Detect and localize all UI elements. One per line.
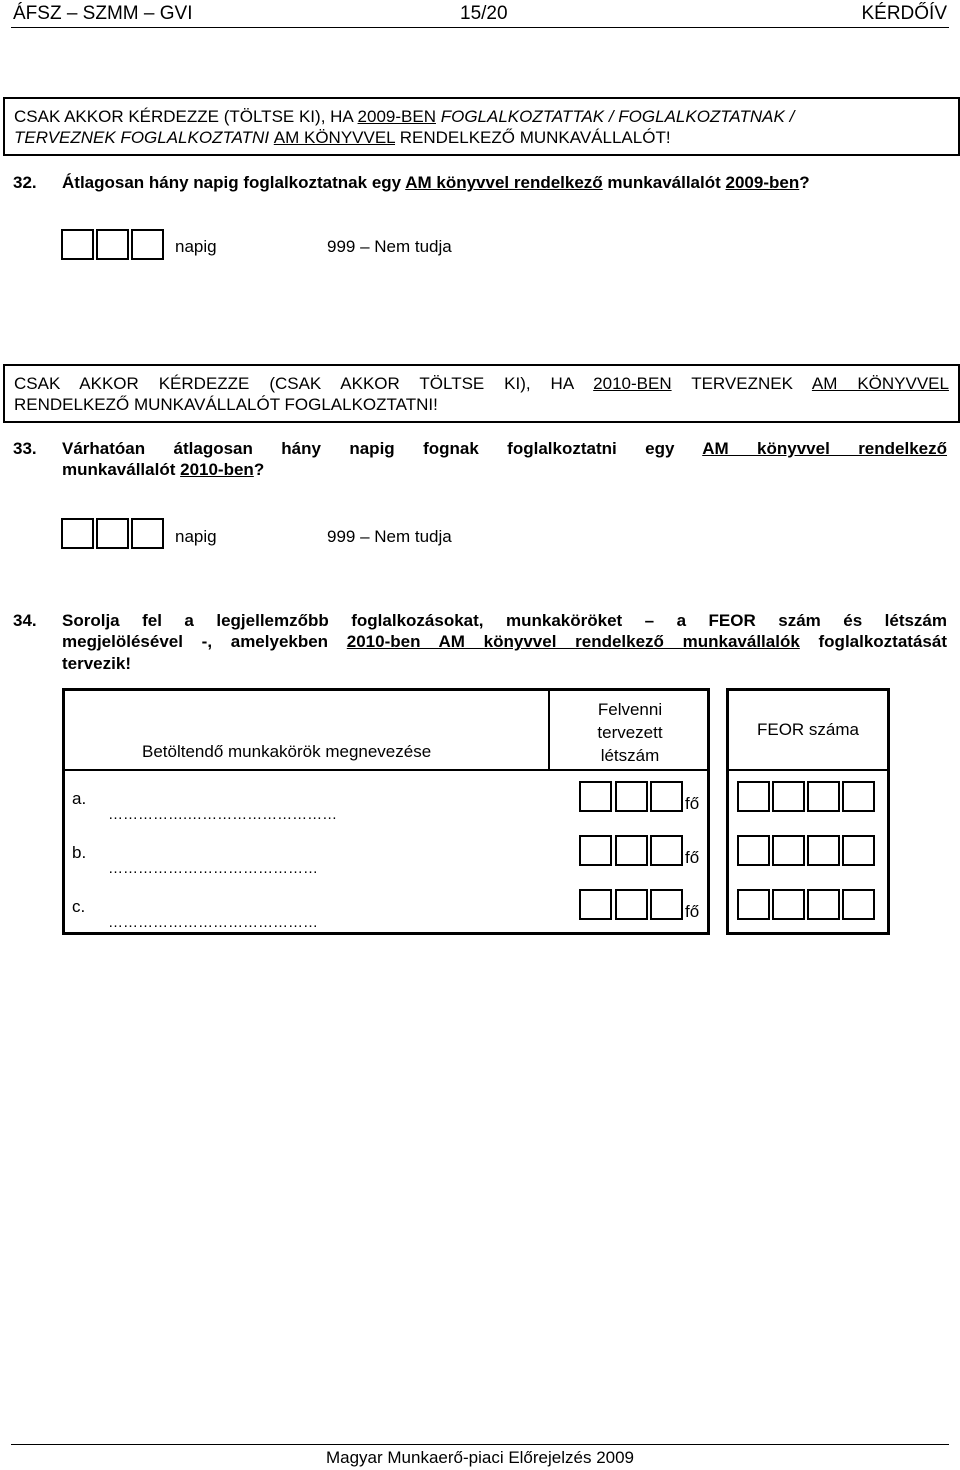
q32-digit-box-3[interactable] [131, 229, 164, 260]
filter-box-2009 [3, 97, 960, 156]
row-b-unit: fő [685, 848, 700, 867]
row-a-unit: fő [685, 794, 700, 813]
row-b-label: b. [72, 843, 87, 862]
q34-number: 34. [13, 611, 37, 630]
q33-number: 33. [13, 439, 37, 458]
q32-number: 32. [13, 173, 37, 192]
q33-dont-know-option[interactable]: 999 – Nem tudja [327, 527, 452, 546]
row-b-headcount-box-3[interactable] [650, 835, 683, 866]
filter-2009-line2: TERVEZNEK FOGLALKOZTATNI AM KÖNYVVEL RENDELKEZŐ MUNKAVÁLLALÓT! [14, 128, 671, 147]
row-c-unit: fő [685, 902, 700, 921]
row-a-feor-box-4[interactable] [842, 781, 875, 812]
row-b-feor-box-3[interactable] [807, 835, 840, 866]
row-c-feor-box-4[interactable] [842, 889, 875, 920]
row-a-feor-box-3[interactable] [807, 781, 840, 812]
q32-text: Átlagosan hány napig foglalkoztatnak egy AM könyvvel rendelkező munkavállalót 2009-ben? [62, 173, 810, 192]
row-c-headcount-box-3[interactable] [650, 889, 683, 920]
row-b-job-title-field[interactable]: …………………………………… [108, 860, 318, 877]
filter-2009-line1: CSAK AKKOR KÉRDEZZE (TÖLTSE KI), HA 2009-BEN FOGLALKOZTATTAK / FOGLALKOZTATNAK / [14, 107, 795, 126]
row-c-feor-box-1[interactable] [737, 889, 770, 920]
q33-unit-label: napig [175, 527, 217, 546]
footer-text: Magyar Munkaerő-piaci Előrejelzés 2009 [325, 1448, 635, 1467]
header-left: ÁFSZ – SZMM – GVI [13, 3, 193, 24]
row-c-job-title-field[interactable]: …………………………………… [108, 914, 318, 931]
row-a-headcount-box-2[interactable] [615, 781, 648, 812]
q33-digit-box-2[interactable] [96, 518, 129, 549]
q32-unit-label: napig [175, 237, 217, 256]
header-right: KÉRDŐÍV [861, 3, 947, 24]
table-header-rule [62, 769, 710, 771]
feor-header-rule [726, 769, 890, 771]
q33-text-line2: munkavállalót 2010-ben? [62, 460, 265, 479]
q32-digit-box-1[interactable] [61, 229, 94, 260]
header-planned-headcount: Felvenni tervezett létszám [597, 700, 663, 765]
row-c-headcount-box-2[interactable] [615, 889, 648, 920]
row-a-headcount-box-1[interactable] [579, 781, 612, 812]
row-c-feor-box-2[interactable] [772, 889, 805, 920]
header-job-titles: Betöltendő munkakörök megnevezése [142, 742, 432, 761]
row-b-headcount-box-2[interactable] [615, 835, 648, 866]
row-a-headcount-box-3[interactable] [650, 781, 683, 812]
row-b-feor-box-1[interactable] [737, 835, 770, 866]
filter-box-2010 [3, 364, 960, 423]
q34-text-line3: tervezik! [62, 654, 131, 673]
row-b-feor-box-4[interactable] [842, 835, 875, 866]
row-a-label: a. [72, 789, 87, 808]
filter-2010-line1: CSAK AKKOR KÉRDEZZE (CSAK AKKOR TÖLTSE KI), HA 2010-BEN TERVEZNEK AM KÖNYVVEL [14, 374, 949, 393]
row-a-feor-box-1[interactable] [737, 781, 770, 812]
row-b-feor-box-2[interactable] [772, 835, 805, 866]
q34-text-line2: megjelölésével -, amelyekben 2010-ben AM könyvvel rendelkező munkavállalók foglalkoztatását [62, 632, 947, 651]
row-a-job-title-field[interactable]: …………….………………………… [108, 806, 338, 823]
q33-digit-box-3[interactable] [131, 518, 164, 549]
q32-digit-box-2[interactable] [96, 229, 129, 260]
header-feor-number: FEOR száma [756, 720, 860, 739]
row-c-feor-box-3[interactable] [807, 889, 840, 920]
row-c-headcount-box-1[interactable] [579, 889, 612, 920]
row-c-label: c. [72, 897, 86, 916]
q33-digit-box-1[interactable] [61, 518, 94, 549]
footer-rule [11, 1444, 949, 1445]
q33-text-line1: Várhatóan átlagosan hány napig fognak foglalkoztatni egy AM könyvvel rendelkező [62, 439, 948, 458]
header-page-number: 15/20 [460, 3, 508, 24]
filter-2010-line2: RENDELKEZŐ MUNKAVÁLLALÓT FOGLALKOZTATNI! [14, 395, 438, 414]
q32-dont-know-option[interactable]: 999 – Nem tudja [327, 237, 452, 256]
header-rule [11, 27, 949, 28]
row-a-feor-box-2[interactable] [772, 781, 805, 812]
q34-text-line1: Sorolja fel a legjellemzőbb foglalkozásokat, munkaköröket – a FEOR szám és létszám [62, 611, 947, 630]
row-b-headcount-box-1[interactable] [579, 835, 612, 866]
